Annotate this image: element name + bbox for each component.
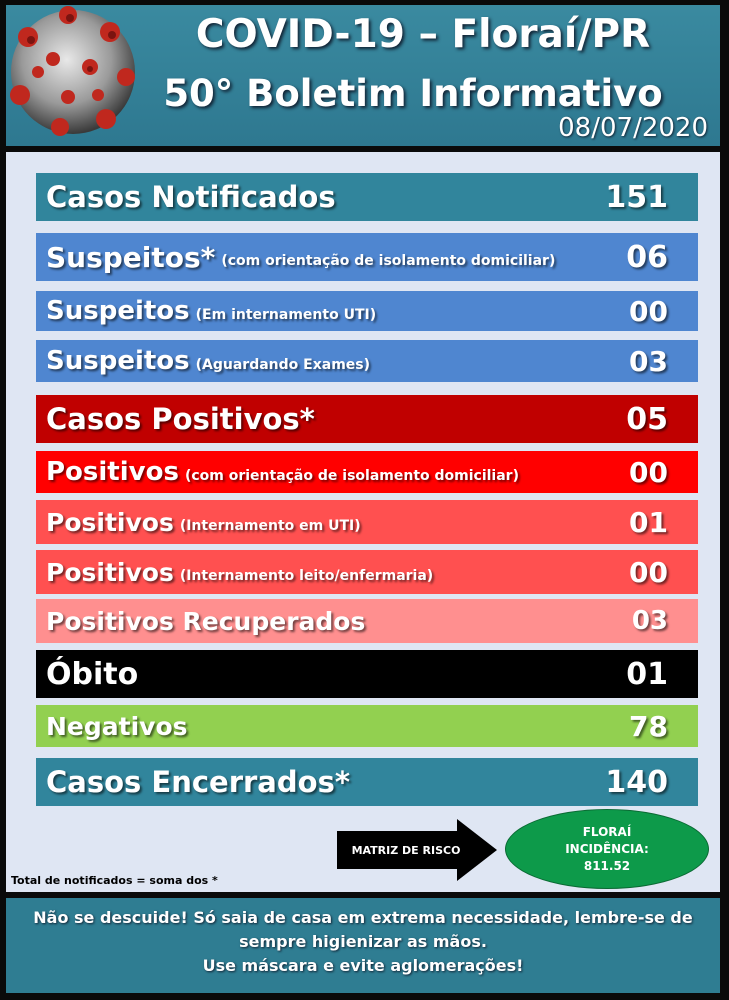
stat-row [36,340,698,382]
stat-label-note: (Internamento leito/enfermaria) [179,568,434,584]
footer-line-3: Use máscara e evite aglomerações! [202,956,524,975]
stat-row [36,395,698,443]
stat-row [36,550,698,594]
stat-row [36,705,698,747]
footnote: Total de notificados = soma dos * [11,874,218,887]
stat-label [46,291,376,331]
stat-label-main: Positivos [46,507,174,537]
incidence-badge [505,809,709,889]
stat-value: 06 [626,239,668,275]
footer-line-2: sempre higienizar as mãos. [239,932,487,951]
stat-value: 140 [605,764,668,800]
footer-message [6,898,720,993]
stat-label [46,451,519,493]
stat-label-note: (com orientação de isolamento domiciliar) [184,468,519,484]
stat-label [46,705,188,747]
incidence-city: FLORAÍ [582,824,632,839]
risk-matrix-label: MATRIZ DE RISCO [351,844,461,857]
stat-row [36,451,698,493]
stat-label-main: Positivos [46,557,174,587]
stat-label-main: Suspeitos* [46,240,216,274]
bulletin-title: COVID-19 – Floraí/PR [195,12,651,57]
stat-label [46,550,433,594]
stat-label [46,758,350,806]
stat-row [36,650,698,698]
stat-row [36,291,698,331]
stat-value: 00 [629,455,668,489]
bulletin-subtitle: 50° Boletim Informativo [163,72,663,115]
stat-value: 78 [629,709,668,743]
bulletin-date: 08/07/2020 [558,113,708,143]
header [6,5,720,146]
stat-value: 01 [626,656,668,692]
stat-label [46,599,365,643]
stat-row [36,758,698,806]
stat-label [46,233,555,281]
stat-value: 05 [626,401,668,437]
stat-value: 03 [631,606,668,636]
incidence-value: 811.52 [583,858,631,873]
stat-label [46,650,138,698]
stat-row [36,173,698,221]
stat-value: 151 [605,179,668,215]
stat-value: 00 [629,555,668,589]
stat-label-main: Casos Notificados [46,180,336,214]
stat-label-main: Suspeitos [46,296,190,326]
stat-value: 00 [629,294,668,328]
stat-row [36,233,698,281]
stat-label-main: Casos Encerrados* [46,765,350,799]
stat-label [46,500,361,544]
stat-label-main: Suspeitos [46,346,190,376]
stat-value: 01 [629,505,668,539]
stat-row [36,500,698,544]
stat-label-main: Óbito [46,656,139,692]
stat-value: 03 [629,344,668,378]
stat-label-main: Casos Positivos* [46,402,315,436]
stat-label [46,395,315,443]
incidence-label: INCIDÊNCIA: [565,841,649,856]
stat-label-note: (com orientação de isolamento domiciliar) [221,253,556,269]
stat-row [36,599,698,643]
stat-label-main: Negativos [46,711,188,741]
footer-line-1: Não se descuide! Só saia de casa em extrema necessidade, lembre-se de [33,908,693,927]
stat-label-note: (Em internamento UTI) [195,307,377,323]
stat-label-note: (Internamento em UTI) [179,518,361,534]
stat-label-note: (Aguardando Exames) [195,357,371,373]
stat-label-main: Positivos [46,457,179,487]
stat-label-main: Positivos Recuperados [46,606,366,636]
stat-label [46,173,336,221]
stat-label [46,340,370,382]
